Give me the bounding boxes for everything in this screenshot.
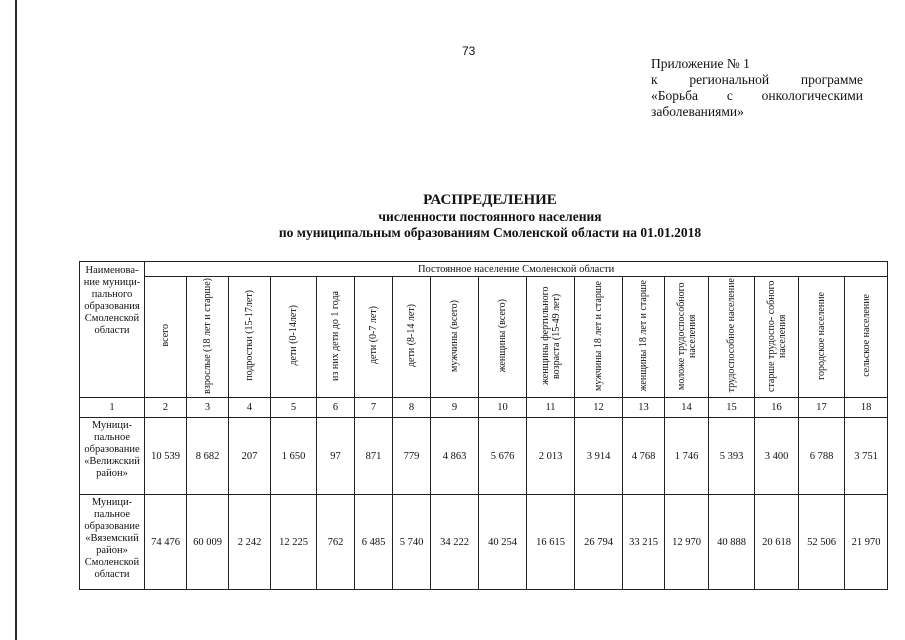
col-number: 5 (271, 398, 317, 418)
table-cell: 3 914 (575, 418, 623, 495)
col-header-11: мужчины 18 лет и старше (575, 277, 623, 398)
appendix-line-3: «Борьба с онкологическими (651, 88, 863, 103)
table-cell: 16 615 (527, 495, 575, 590)
table-cell: 2 242 (229, 495, 271, 590)
header-name: Наименова- ние муници- пального образования Смоленской области (80, 262, 145, 398)
col-number: 8 (393, 398, 431, 418)
col-header-13: моложе трудоспособного населения (665, 277, 709, 398)
col-header-14: трудоспособное население (709, 277, 755, 398)
table-cell: 4 863 (431, 418, 479, 495)
col-header-1: всего (145, 277, 187, 398)
col-header-12: женщины 18 лет и старше (623, 277, 665, 398)
table-cell: 5 676 (479, 418, 527, 495)
population-table (79, 261, 888, 590)
appendix-line-1: Приложение № 1 (651, 56, 750, 71)
table-cell: 3 751 (845, 418, 888, 495)
document-title (200, 192, 780, 241)
title-main: РАСПРЕДЕЛЕНИЕ (423, 192, 557, 208)
table-cell: 20 618 (755, 495, 799, 590)
table-cell: 60 009 (187, 495, 229, 590)
col-number: 10 (479, 398, 527, 418)
table-cell: 12 225 (271, 495, 317, 590)
table-cell: 40 254 (479, 495, 527, 590)
col-number: 4 (229, 398, 271, 418)
table-cell: 8 682 (187, 418, 229, 495)
table-cell: 5 740 (393, 495, 431, 590)
col-number: 16 (755, 398, 799, 418)
col-header-2: взрослые (18 лет и старше) (187, 277, 229, 398)
col-header-10: женщины фертильного возраста (15-49 лет) (527, 277, 575, 398)
row-name: Муници- пальное образование «Велижский район» (80, 418, 145, 495)
table-cell: 6 788 (799, 418, 845, 495)
table-cell: 6 485 (355, 495, 393, 590)
table-cell: 12 970 (665, 495, 709, 590)
table-cell: 97 (317, 418, 355, 495)
title-sub-1: численности постоянного населения (378, 209, 602, 224)
table-cell: 5 393 (709, 418, 755, 495)
col-number: 7 (355, 398, 393, 418)
table-cell: 1 746 (665, 418, 709, 495)
header-columns-row (80, 277, 888, 398)
page-number: 73 (462, 44, 476, 58)
col-number: 2 (145, 398, 187, 418)
col-number: 3 (187, 398, 229, 418)
row-name: Муници- пальное образование «Вяземский район» Смоленской области (80, 495, 145, 590)
col-header-9: женщины (всего) (479, 277, 527, 398)
col-header-3: подростки (15-17лет) (229, 277, 271, 398)
col-number: 1 (80, 398, 145, 418)
col-number: 6 (317, 398, 355, 418)
appendix-note (651, 56, 863, 120)
col-number: 12 (575, 398, 623, 418)
scan-edge-line (15, 0, 17, 640)
col-number: 9 (431, 398, 479, 418)
table-cell: 52 506 (799, 495, 845, 590)
col-header-8: мужчины (всего) (431, 277, 479, 398)
col-header-4: дети (0-14лет) (271, 277, 317, 398)
table-cell: 40 888 (709, 495, 755, 590)
col-number: 17 (799, 398, 845, 418)
col-number: 18 (845, 398, 888, 418)
appendix-line-2: к региональной программе (651, 72, 863, 87)
table-cell: 3 400 (755, 418, 799, 495)
table-cell: 4 768 (623, 418, 665, 495)
table-cell: 1 650 (271, 418, 317, 495)
table-cell: 34 222 (431, 495, 479, 590)
table-cell: 779 (393, 418, 431, 495)
table-cell: 33 215 (623, 495, 665, 590)
table-cell: 762 (317, 495, 355, 590)
title-sub-2: по муниципальным образованиям Смоленской области на 01.01.2018 (278, 225, 702, 240)
table-cell: 207 (229, 418, 271, 495)
table-cell: 21 970 (845, 495, 888, 590)
column-number-row (80, 398, 888, 418)
appendix-line-4: заболеваниями» (651, 104, 744, 119)
col-number: 14 (665, 398, 709, 418)
header-group: Постоянное население Смоленской области (145, 262, 888, 277)
table-row (80, 418, 888, 495)
table-cell: 2 013 (527, 418, 575, 495)
col-number: 13 (623, 398, 665, 418)
col-number: 11 (527, 398, 575, 418)
col-header-16: городское население (799, 277, 845, 398)
table-cell: 26 794 (575, 495, 623, 590)
col-header-6: дети (0-7 лет) (355, 277, 393, 398)
table-cell: 74 476 (145, 495, 187, 590)
table-cell: 871 (355, 418, 393, 495)
col-header-7: дети (8-14 лет) (393, 277, 431, 398)
col-header-5: из них дети до 1 года (317, 277, 355, 398)
col-header-15: старше трудоспо- собного населения (755, 277, 799, 398)
table-cell: 10 539 (145, 418, 187, 495)
col-number: 15 (709, 398, 755, 418)
table-row (80, 495, 888, 590)
col-header-17: сельское население (845, 277, 888, 398)
